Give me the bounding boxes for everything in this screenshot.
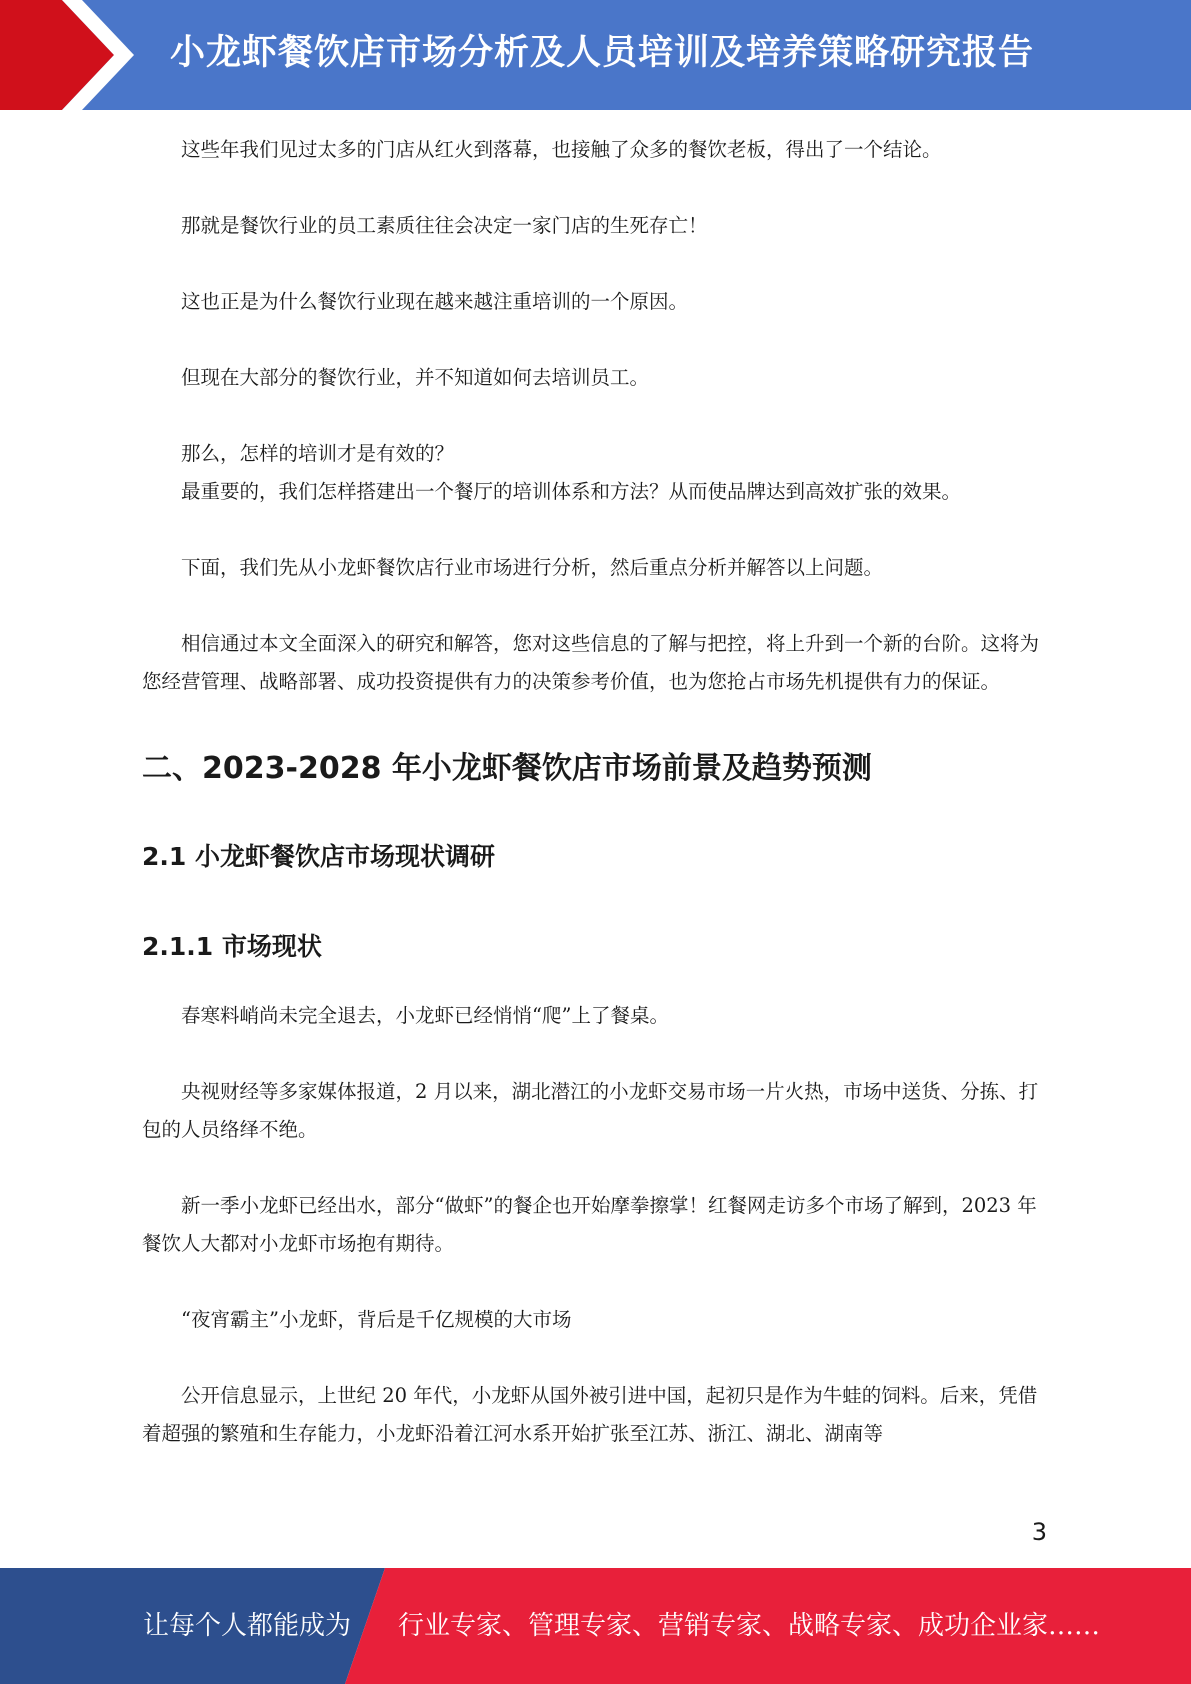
document-title: 小龙虾餐饮店市场分析及人员培训及培养策略研究报告: [170, 33, 1035, 73]
paragraph: 这些年我们见过太多的门店从红火到落幕，也接触了众多的餐饮老板，得出了一个结论。: [181, 138, 942, 161]
subsubsection-heading: 2.1.1 市场现状: [142, 932, 322, 961]
footer-slogan-right: 行业专家、管理专家、营销专家、战略专家、成功企业家……: [398, 1611, 1101, 1641]
paragraph: 下面，我们先从小龙虾餐饮店行业市场进行分析，然后重点分析并解答以上问题。: [181, 556, 884, 579]
header-arrow-decoration: [0, 0, 160, 110]
page-number: 3: [1031, 1518, 1047, 1546]
paragraph: 这也正是为什么餐饮行业现在越来越注重培训的一个原因。: [181, 290, 689, 313]
page-header: [0, 0, 1191, 110]
paragraph: 但现在大部分的餐饮行业，并不知道如何去培训员工。: [181, 366, 650, 389]
document-body: [142, 131, 1046, 1453]
paragraph: 新一季小龙虾已经出水，部分“做虾”的餐企也开始摩拳擦掌！红餐网走访多个市场了解到，2023 年餐饮人大都对小龙虾市场抱有期待。: [142, 1194, 1037, 1255]
page-footer: [0, 1568, 1191, 1684]
footer-slogan-left: 让每个人都能成为: [143, 1611, 352, 1641]
paragraph: 最重要的，我们怎样搭建出一个餐厅的培训体系和方法？从而使品牌达到高效扩张的效果。: [181, 480, 962, 503]
paragraph: 相信通过本文全面深入的研究和解答，您对这些信息的了解与把控，将上升到一个新的台阶。这将为您经营管理、战略部署、成功投资提供有力的决策参考价值，也为您抢占市场先机提供有力的保证。: [142, 632, 1040, 693]
paragraph: 那就是餐饮行业的员工素质往往会决定一家门店的生死存亡！: [181, 214, 708, 237]
subsection-heading: 2.1 小龙虾餐饮店市场现状调研: [142, 842, 495, 871]
paragraph: 央视财经等多家媒体报道，2 月以来，湖北潜江的小龙虾交易市场一片火热，市场中送货、分拣、打包的人员络绎不绝。: [142, 1080, 1039, 1141]
paragraph: 春寒料峭尚未完全退去，小龙虾已经悄悄“爬”上了餐桌。: [181, 1004, 669, 1027]
section-heading: 二、2023-2028 年小龙虾餐饮店市场前景及趋势预测: [142, 751, 872, 786]
paragraph: 那么，怎样的培训才是有效的？: [181, 442, 455, 465]
paragraph: “夜宵霸主”小龙虾，背后是千亿规模的大市场: [181, 1308, 572, 1331]
paragraph: 公开信息显示，上世纪 20 年代，小龙虾从国外被引进中国，起初只是作为牛蛙的饲料。后来，凭借着超强的繁殖和生存能力，小龙虾沿着江河水系开始扩张至江苏、浙江、湖北、湖南等: [142, 1384, 1038, 1445]
